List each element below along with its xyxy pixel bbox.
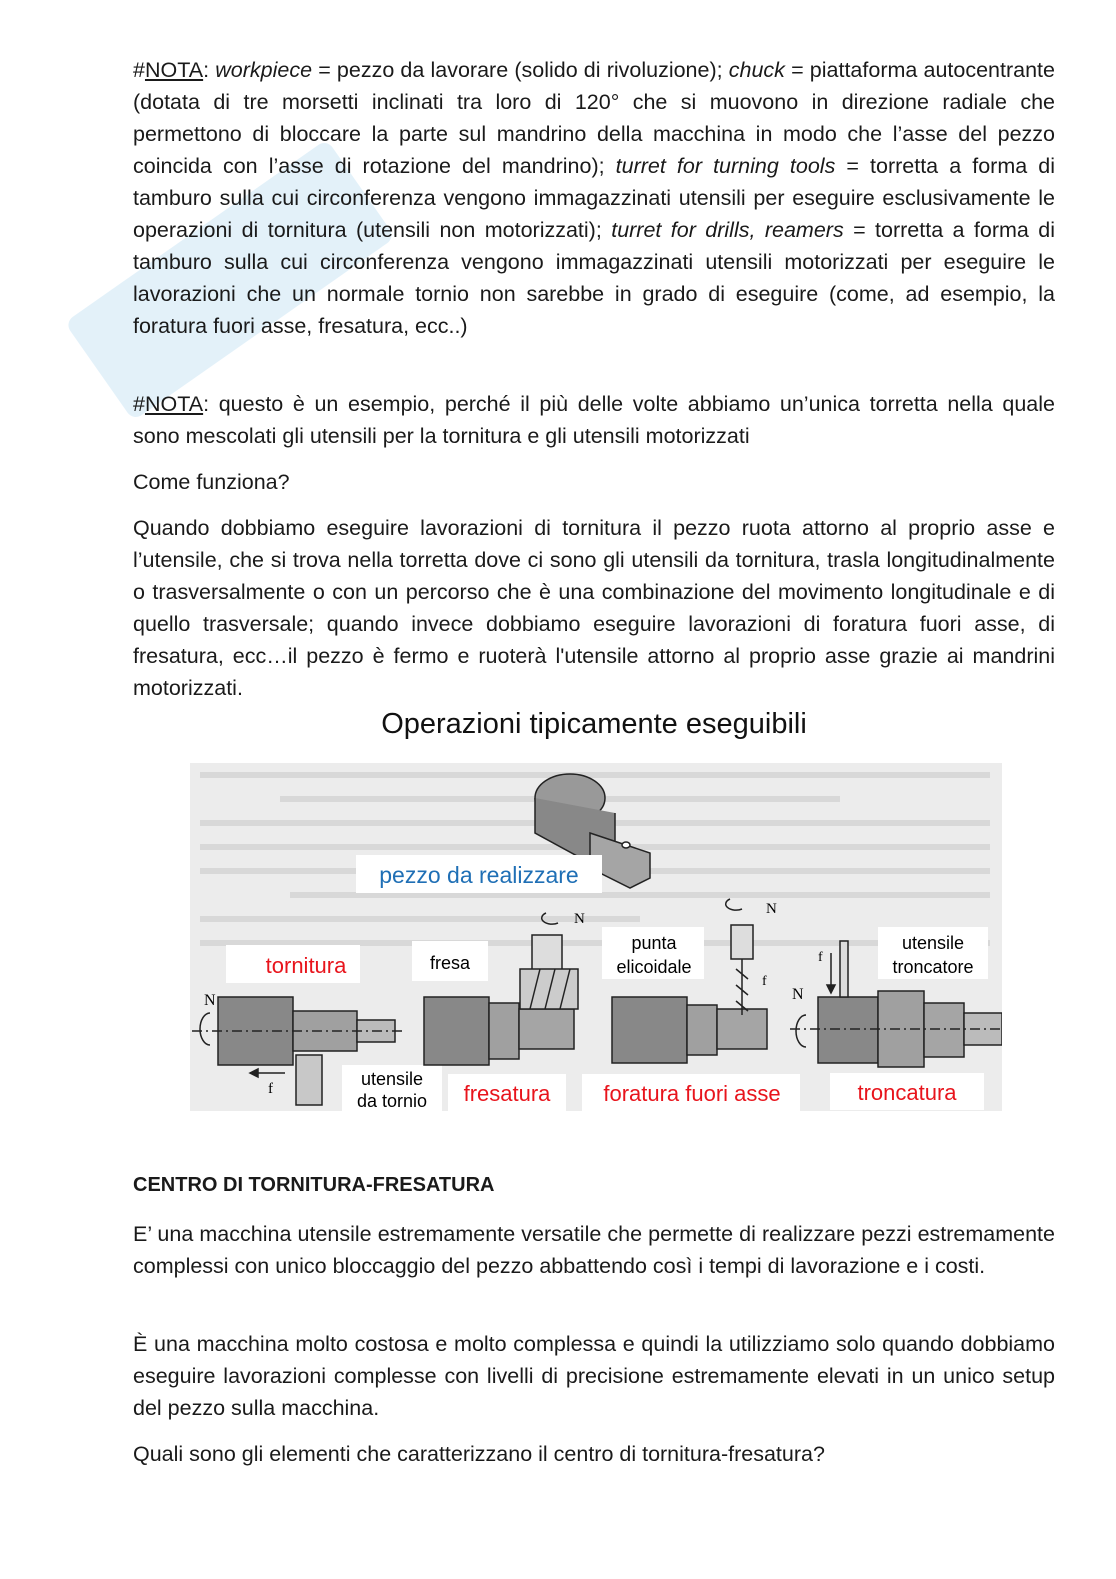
tornitura-f-label: f	[268, 1081, 273, 1097]
nota-text: = torretta a forma di tamburo sulla cui circonferenza vengono immagazzinati utensili per eseguire esclusivamente le operazioni di tornitura (utensili non motorizzati);	[133, 154, 1056, 242]
troncatura-f-label: f	[818, 950, 823, 965]
pezzo-label: pezzo da realizzare	[379, 862, 579, 888]
utensile-tornio-label-1: utensile	[360, 1069, 424, 1089]
term-turret-drills: turret for drills, reamers	[611, 218, 844, 242]
foratura-f-label: f	[762, 974, 767, 989]
operations-figure	[190, 763, 1002, 1111]
foratura-label: foratura fuori asse	[603, 1081, 781, 1106]
nota-text: : questo è un esempio, perché il più delle volte abbiamo un’unica torretta nella quale sono mescolati gli utensili per la tornitura e gli utensili motorizzati	[133, 392, 1055, 448]
section-heading: CENTRO DI TORNITURA-FRESATURA	[133, 1174, 495, 1196]
utensile-troncatore-label-1: utensile	[901, 933, 965, 953]
nota-hash: #	[133, 58, 145, 82]
nota-text: = torretta a forma di tamburo sulla cui circonferenza vengono immagazzinati utensili motorizzati per eseguire le lavorazioni che un normale tornio non sarebbe in grado di eseguire (come, ad esempio, la foratura fuori asse, fresatura, ecc..)	[133, 218, 1055, 338]
utensile-troncatore-label-2: troncatore	[892, 957, 974, 977]
troncatura-label: troncatura	[857, 1080, 957, 1105]
punta-label: punta	[631, 933, 677, 953]
nota-text: = pezzo da lavorare (solido di rivoluzione);	[312, 58, 729, 82]
fresa-label: fresa	[429, 953, 471, 973]
nota-paragraph-2	[133, 388, 1055, 452]
foratura-n-label: N	[766, 901, 777, 917]
paragraph-funziona: Quando dobbiamo eseguire lavorazioni di tornitura il pezzo ruota attorno al proprio asse e l’utensile, che si trova nella torretta dove ci sono gli utensili da tornitura, trasla longitudinalmente o trasversalmente o con un percorso che è una combinazione del movimento longitudinale e di quello trasversale; quando invece dobbiamo eseguire lavorazioni di foratura fuori asse, di fresatura, ecc…il pezzo è fermo e ruoterà l'utensile attorno al proprio asse grazie ai mandrini motorizzati.	[133, 516, 1055, 700]
term-turret-turning: turret for turning tools	[615, 154, 836, 178]
term-chuck: chuck	[728, 58, 785, 82]
nota-label: NOTA	[144, 392, 204, 416]
figure-title: Operazioni tipicamente eseguibili	[381, 708, 807, 740]
utensile-tornio-label-2: da tornio	[356, 1091, 428, 1111]
paragraph-centro-2: È una macchina molto costosa e molto complessa e quindi la utilizziamo solo quando dobbiamo eseguire lavorazioni complesse con livelli di precisione estremamente elevati in un unico setup del pezzo sulla macchina.	[133, 1332, 1055, 1420]
question-elementi: Quali sono gli elementi che caratterizzano il centro di tornitura-fresatura?	[133, 1442, 825, 1466]
nota-colon: :	[203, 58, 216, 82]
term-workpiece: workpiece	[215, 58, 313, 82]
fresatura-n-label: N	[574, 911, 585, 927]
nota-hash: #	[133, 392, 145, 416]
tornitura-n-label: N	[204, 992, 216, 1009]
nota-text: = piattaforma autocentrante (dotata di tre morsetti inclinati tra loro di 120° che si muovono in direzione radiale che permettono di bloccare la parte sul mandrino della macchina in modo che l’asse del pezzo coincida con l’asse di rotazione del mandrino);	[133, 58, 1055, 178]
troncatura-n-label: N	[792, 986, 804, 1003]
tornitura-label: tornitura	[265, 953, 347, 978]
question-come-funziona: Come funziona?	[133, 470, 290, 494]
fresatura-label: fresatura	[463, 1081, 551, 1106]
elicoidale-label: elicoidale	[616, 957, 692, 977]
paragraph-centro-1: E’ una macchina utensile estremamente versatile che permette di realizzare pezzi estremamente complessi con unico bloccaggio del pezzo abbattendo così i tempi di lavorazione e i costi.	[133, 1222, 1055, 1278]
nota-paragraph-1	[133, 54, 1055, 342]
nota-label: NOTA	[144, 58, 204, 82]
